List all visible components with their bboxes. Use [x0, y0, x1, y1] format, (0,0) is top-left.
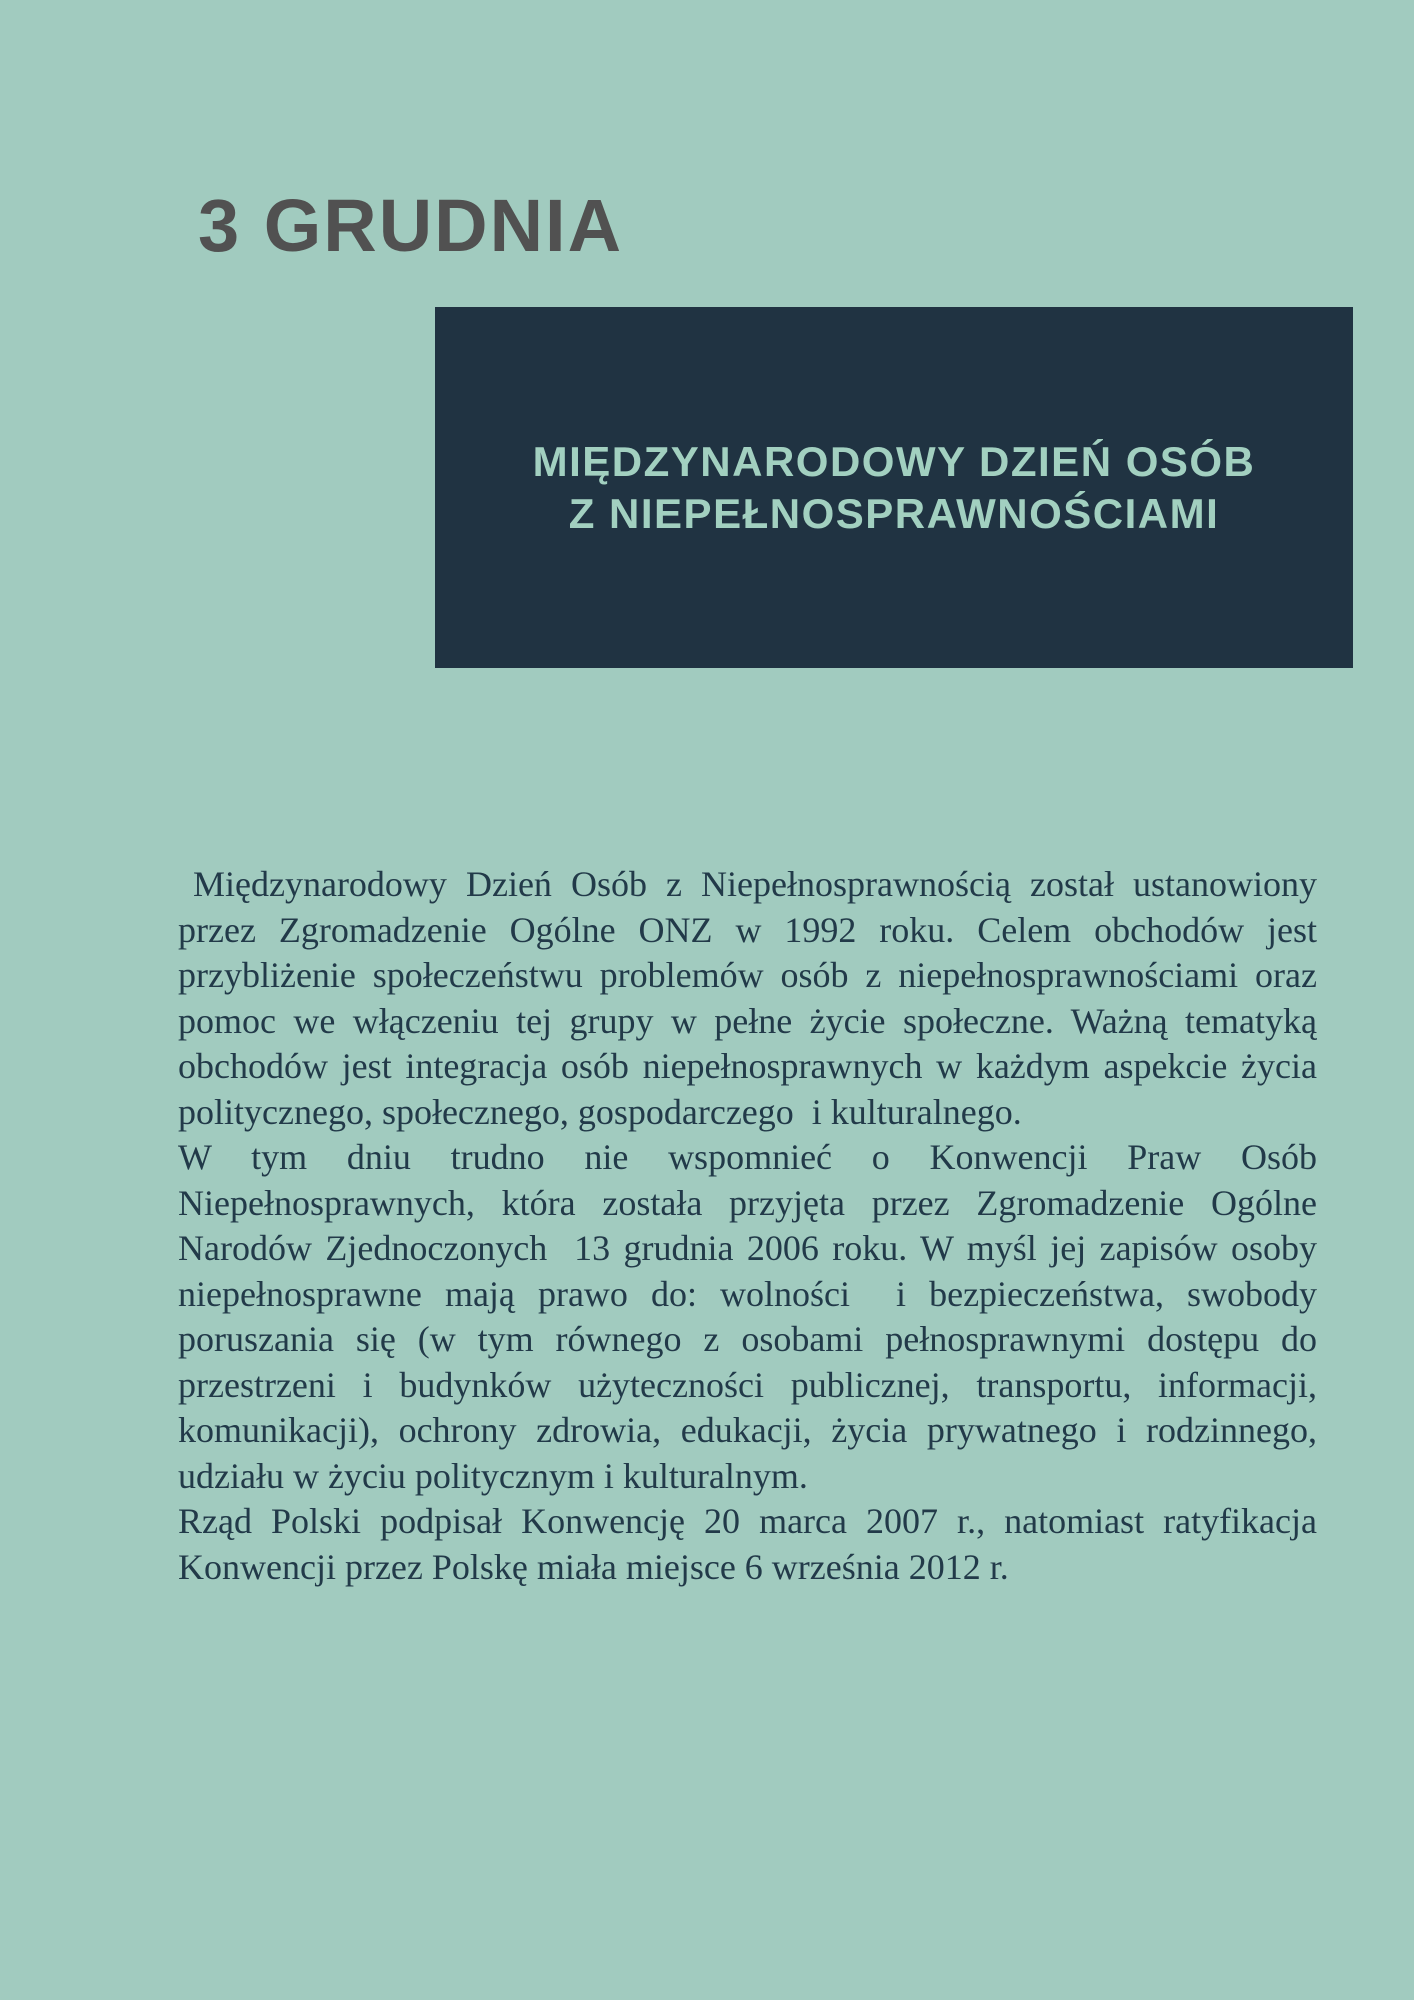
- text-line: Konwencji przez Polskę miała miejsce 6 września 2012 r.: [178, 1546, 1009, 1587]
- text-line: niepełnosprawne mają prawo do: wolności i bezpieczeństwa, swobody: [178, 1273, 1317, 1314]
- text-line: obchodów jest integracja osób niepełnosprawnych w każdym aspekcie życia: [178, 1046, 1317, 1086]
- text-line: przestrzeni i budynków użyteczności publicznej, transportu, informacji,: [178, 1364, 1317, 1405]
- banner: [435, 307, 1353, 668]
- text-line: Niepełnosprawnych, która została przyjęta przez Zgromadzenie Ogólne: [178, 1182, 1317, 1223]
- article-text: [178, 862, 1317, 1590]
- text-line: W tym dniu trudno nie wspomnieć o Konwencji Praw Osób: [178, 1137, 1317, 1177]
- page-title: 3 GRUDNIA: [198, 184, 624, 267]
- text-line: poruszania się (w tym równego z osobami pełnosprawnymi dostępu do: [178, 1319, 1317, 1359]
- paragraph: [178, 862, 1317, 1135]
- text-line: komunikacji), ochrony zdrowia, edukacji, życia prywatnego i rodzinnego,: [178, 1410, 1317, 1450]
- banner-title-line-2: Z NIEPEŁNOSPRAWNOŚCIAMI: [568, 489, 1220, 537]
- text-line: udziału w życiu politycznym i kulturalnym.: [178, 1455, 808, 1496]
- banner-title-line-1: MIĘDZYNARODOWY DZIEŃ OSÓB: [532, 437, 1256, 485]
- text-line: pomoc we włączeniu tej grupy w pełne życie społeczne. Ważną tematyką: [178, 1000, 1317, 1041]
- paragraph: [178, 1135, 1317, 1499]
- text-line: Międzynarodowy Dzień Osób z Niepełnosprawnością został ustanowiony: [193, 864, 1317, 904]
- text-line: politycznego, społecznego, gospodarczego i kulturalnego.: [178, 1091, 1022, 1132]
- text-line: przez Zgromadzenie Ogólne ONZ w 1992 roku. Celem obchodów jest: [178, 909, 1317, 950]
- paragraph: [178, 1499, 1317, 1590]
- text-line: Narodów Zjednoczonych 13 grudnia 2006 roku. W myśl jej zapisów osoby: [178, 1228, 1317, 1268]
- text-line: Rząd Polski podpisał Konwencję 20 marca 2007 r., natomiast ratyfikacja: [178, 1501, 1317, 1541]
- text-line: przybliżenie społeczeństwu problemów osób z niepełnosprawnościami oraz: [178, 955, 1317, 995]
